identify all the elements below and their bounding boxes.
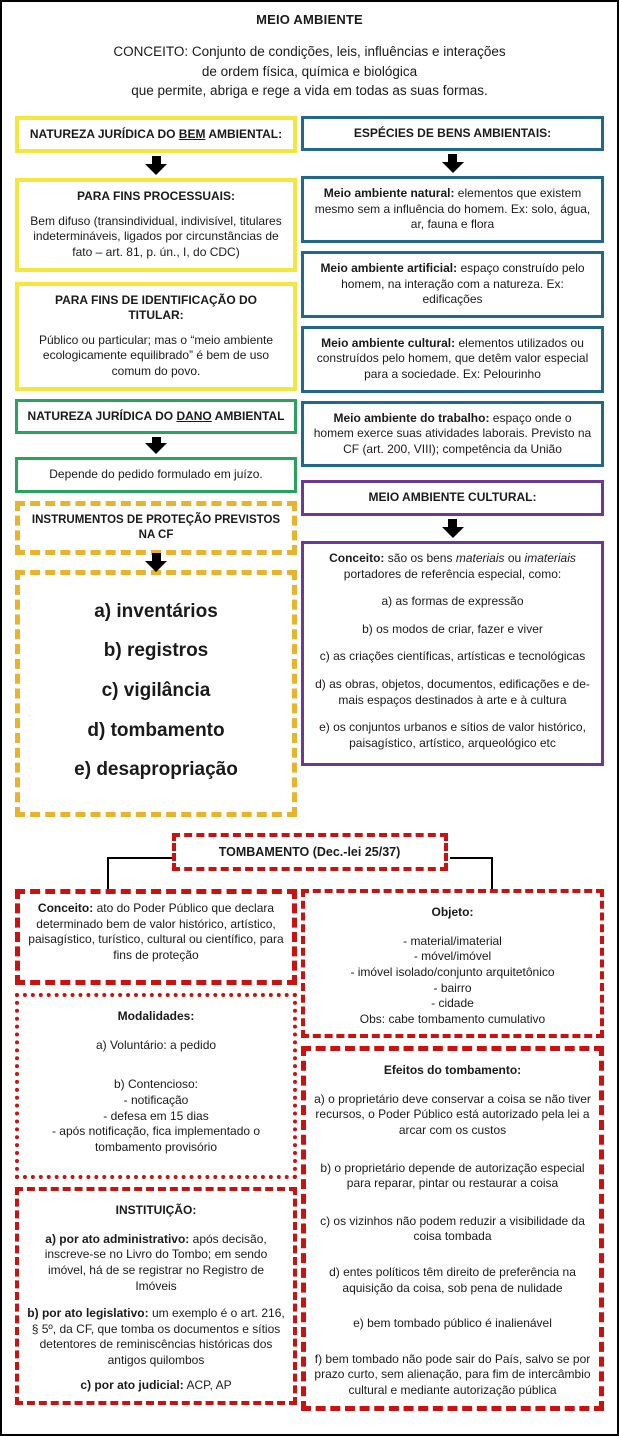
modalidades-item-b2: - defesa em 15 dias bbox=[103, 1108, 209, 1123]
efeitos-item-d: d) entes políticos têm direito de preferência na aquisição da coisa, sob pena de nulidade bbox=[329, 1265, 576, 1295]
efeitos-item-e: e) bem tombado público é inalienável bbox=[353, 1316, 552, 1331]
down-arrow-icon bbox=[442, 154, 464, 173]
box-dano-body: Depende do pedido formulado em juízo. bbox=[15, 457, 297, 493]
top-columns bbox=[2, 116, 617, 817]
connector-line bbox=[107, 857, 174, 859]
objeto-obs: Obs: cabe tombamento cumulativo bbox=[359, 1011, 546, 1026]
fins-processuais-title: PARA FINS PROCESSUAIS: bbox=[76, 189, 235, 204]
meio-artificial-body: espaço construído pelo homem, na interação com a natureza. Ex: edificações bbox=[341, 261, 585, 307]
box-tombamento-conceito bbox=[15, 889, 297, 985]
box-meio-natural bbox=[301, 176, 604, 243]
down-arrow-icon bbox=[145, 437, 167, 454]
tombamento-header-area bbox=[2, 831, 617, 889]
concept-line-1: CONCEITO: Conjunto de condições, leis, influências e interações bbox=[113, 44, 506, 59]
efeitos-item-c: c) os vizinhos não podem reduzir a visibilidade da coisa tombada bbox=[320, 1213, 585, 1244]
down-arrow-icon bbox=[145, 156, 167, 175]
box-cultural-conceito bbox=[301, 541, 604, 766]
modalidades-item-b3: - após notificação, fica implementado o tombamento provisório bbox=[51, 1124, 261, 1154]
cultural-conceito-intro bbox=[312, 551, 593, 582]
left-top-column bbox=[15, 116, 297, 817]
modalidades-title: Modalidades: bbox=[117, 1009, 195, 1024]
meio-trabalho-body: espaço onde o homem exerce suas atividades laborais. Previsto na CF (art. 200, VIII); competência da União bbox=[313, 410, 592, 456]
cultural-item-b: b) os modos de criar, fazer e viver bbox=[362, 621, 543, 636]
objeto-title: Objeto: bbox=[431, 905, 474, 920]
fins-processuais-body: Bem difuso (transindividual, indivisível, titulares indetermináveis, ligados por circunstâncias de fato – art. 81, p. ún., I, do CDC) bbox=[30, 213, 282, 260]
meio-cultural-lead: Meio ambiente cultural: bbox=[321, 335, 456, 350]
objeto-item: - imóvel isolado/conjunto arquitetônico bbox=[350, 964, 555, 979]
box-instrumentos-title: INSTRUMENTOS DE PROTEÇÃO PREVISTOS NA CF bbox=[15, 501, 297, 555]
objeto-item: - cidade bbox=[431, 996, 474, 1011]
instituicao-c-lead: c) por ato judicial: bbox=[80, 1378, 184, 1393]
instrumento-item: b) registros bbox=[103, 640, 209, 662]
concept-line-2: de ordem física, química e biológica bbox=[201, 63, 418, 79]
instituicao-a-lead: a) por ato administrativo: bbox=[45, 1231, 190, 1246]
instituicao-item-b bbox=[27, 1306, 285, 1368]
down-arrow-icon bbox=[145, 553, 167, 572]
cultural-conceito-italic2: imateriais bbox=[524, 551, 576, 565]
modalidades-item-b1: - notificação bbox=[123, 1092, 189, 1107]
instrumento-item: c) vigilância bbox=[101, 680, 211, 702]
objeto-item: - material/imaterial bbox=[403, 933, 502, 948]
box-modalidades bbox=[15, 993, 297, 1179]
box-instituicao bbox=[15, 1187, 297, 1405]
down-arrow-icon bbox=[442, 519, 464, 538]
modalidades-item-a: a) Voluntário: a pedido bbox=[95, 1037, 217, 1052]
cultural-item-d: d) as obras, objetos, documentos, edificações e de-mais espaços destinados à arte e à cultura bbox=[315, 676, 590, 707]
fins-identificacao-title: PARA FINS DE IDENTIFICAÇÃO DO TITULAR: bbox=[54, 292, 257, 323]
natureza-dano-post: AMBIENTAL bbox=[211, 408, 285, 423]
box-meio-artificial bbox=[301, 251, 604, 318]
meio-artificial-lead: Meio ambiente artificial: bbox=[320, 261, 458, 276]
natureza-bem-pre: NATUREZA JURÍDICA DO bbox=[29, 126, 179, 141]
instituicao-item-c bbox=[27, 1378, 285, 1394]
cultural-item-e: e) os conjuntos urbanos e sítios de valor histórico, paisagístico, artístico, arqueológico etc bbox=[319, 720, 586, 750]
tombamento-conceito-lead: Conceito: bbox=[37, 901, 94, 916]
box-fins-processuais bbox=[15, 178, 297, 271]
page-title: MEIO AMBIENTE bbox=[256, 12, 363, 27]
connector-line bbox=[450, 857, 492, 859]
instrumento-item: d) tombamento bbox=[87, 719, 225, 741]
meio-trabalho-lead: Meio ambiente do trabalho: bbox=[333, 410, 490, 425]
instrumento-item: e) desapropriação bbox=[74, 759, 238, 781]
instituicao-item-a bbox=[27, 1232, 285, 1294]
natureza-dano-underlined: DANO bbox=[176, 408, 212, 423]
instituicao-c-body: ACP, AP bbox=[183, 1378, 232, 1393]
cultural-item-a: a) as formas de expressão bbox=[381, 594, 524, 609]
box-natureza-juridica-dano bbox=[15, 399, 297, 435]
cultural-item-c: c) as criações científicas, artísticas e tecnológicas bbox=[319, 649, 586, 664]
cultural-conceito-seg1: são os bens bbox=[384, 551, 456, 565]
box-fins-identificacao bbox=[15, 282, 297, 391]
instituicao-b-lead: b) por ato legislativo: bbox=[27, 1306, 149, 1321]
box-efeitos bbox=[301, 1046, 604, 1410]
bottom-columns bbox=[2, 889, 617, 1410]
meio-natural-lead: Meio ambiente natural: bbox=[323, 186, 455, 201]
box-meio-ambiente-cultural-title: MEIO AMBIENTE CULTURAL: bbox=[301, 480, 604, 516]
natureza-bem-post: AMBIENTAL: bbox=[205, 126, 283, 141]
fins-identificacao-body: Público ou particular; mas o “meio ambiente ecologicamente equilibrado” é bem de uso comum do povo. bbox=[38, 332, 274, 379]
left-bottom-column bbox=[15, 889, 297, 1405]
instituicao-a-body: após decisão, inscreve-se no Livro do Tombo; em sendo imóvel, há de se registrar no Registro de Imóveis bbox=[44, 1231, 268, 1293]
objeto-item: - móvel/imóvel bbox=[413, 949, 492, 964]
cultural-conceito-seg2: ou bbox=[504, 551, 525, 565]
efeitos-item-f: f) bem tombado não pode sair do País, salvo se por prazo curto, sem alienação, para fim de intercâmbio cultural e mediante autorização pública bbox=[314, 1351, 591, 1397]
concept-line-3: que permite, abriga e rege a vida em todas as suas formas. bbox=[131, 83, 488, 99]
cultural-conceito-italic1: materiais bbox=[455, 551, 505, 565]
modalidades-item-b-title: b) Contencioso: bbox=[113, 1077, 199, 1092]
instrumento-item: a) inventários bbox=[94, 600, 218, 622]
box-natureza-juridica-bem bbox=[15, 116, 297, 154]
right-bottom-column bbox=[301, 889, 604, 1410]
instituicao-title: INSTITUIÇÃO: bbox=[115, 1203, 197, 1218]
cultural-conceito-lead: Conceito: bbox=[329, 551, 385, 565]
connector-line bbox=[107, 857, 109, 889]
connector-line bbox=[491, 857, 493, 889]
box-meio-cultural bbox=[301, 326, 604, 393]
cultural-conceito-seg3: portadores de referência especial, como: bbox=[343, 566, 562, 581]
right-top-column bbox=[301, 116, 604, 767]
efeitos-item-a: a) o proprietário deve conservar a coisa se não tiver recursos, o Poder Público está autorizado pela lei a arcar com os custos bbox=[314, 1091, 591, 1138]
efeitos-item-b: b) o proprietário depende de autorização especial para reparar, pintar ou restaurar a coisa bbox=[320, 1160, 585, 1191]
objeto-item: - bairro bbox=[433, 980, 472, 995]
box-meio-trabalho bbox=[301, 401, 604, 468]
box-especies-title: ESPÉCIES DE BENS AMBIENTAIS: bbox=[301, 116, 604, 152]
efeitos-title: Efeitos do tombamento: bbox=[383, 1063, 522, 1078]
box-instrumentos-list bbox=[15, 570, 297, 817]
instituicao-b-body: um exemplo é o art. 216, § 5º, da CF, que tomba os documentos e sítios detentores de reminiscências históricas dos antigos quilombos bbox=[31, 1306, 285, 1367]
tombamento-conceito-body: ato do Poder Público que declara determinado bem de valor histórico, artístico, paisagístico, turístico, cultural ou científico, para fins de proteção bbox=[28, 901, 284, 962]
box-objeto bbox=[301, 889, 604, 1038]
meio-cultural-body: elementos utilizados ou construídos pelo homem, que detêm valor especial para a sociedade. Ex: Pelourinho bbox=[316, 335, 589, 382]
natureza-dano-pre: NATUREZA JURÍDICA DO bbox=[27, 408, 177, 423]
natureza-bem-underlined: BEM bbox=[178, 126, 206, 141]
concept-paragraph bbox=[2, 42, 617, 101]
meio-natural-body: elementos que existem mesmo sem a influência do homem. Ex: solo, água, ar, fauna e flora bbox=[314, 186, 591, 232]
box-tombamento-title: TOMBAMENTO (Dec.-lei 25/37) bbox=[172, 833, 448, 871]
